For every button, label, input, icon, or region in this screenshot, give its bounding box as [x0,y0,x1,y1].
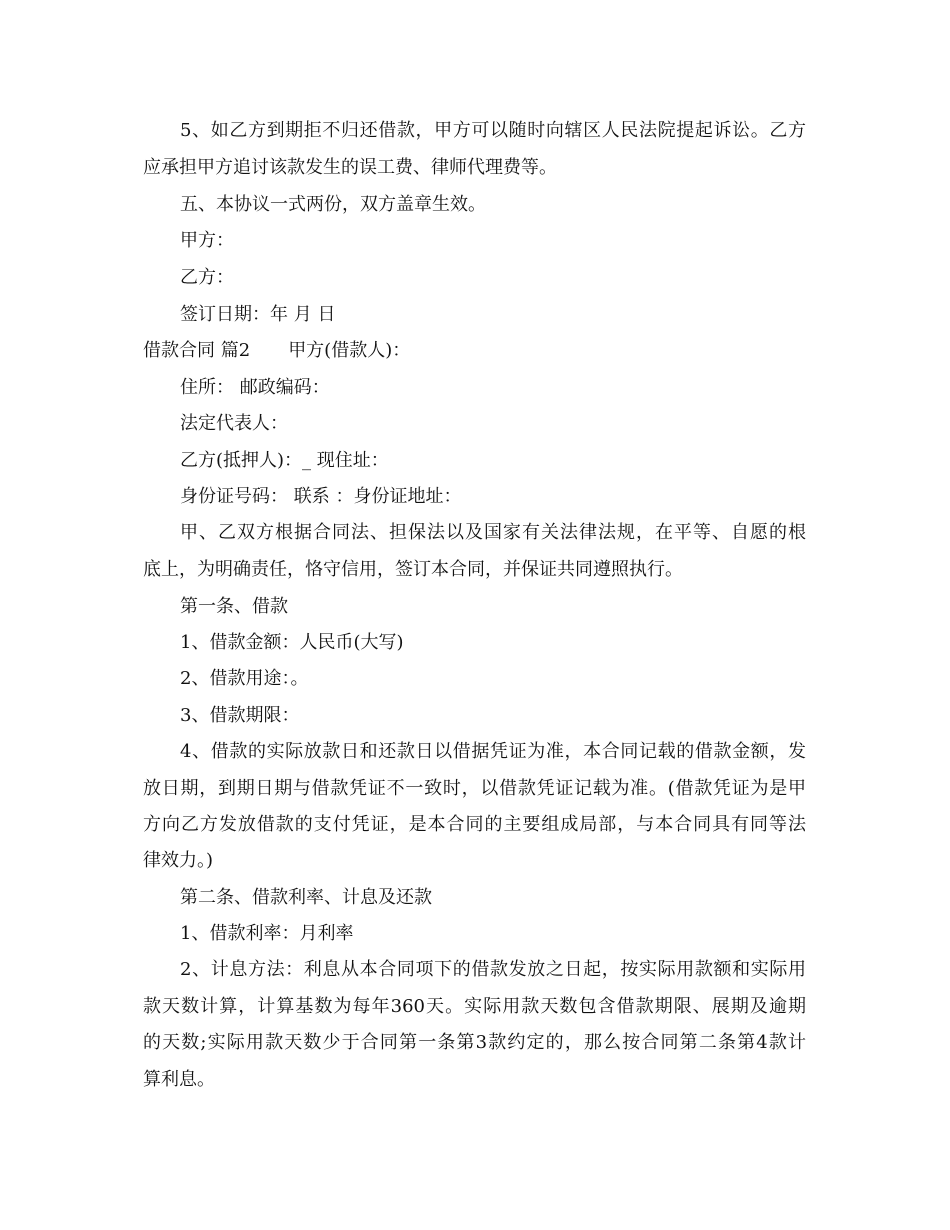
contract-heading-line [143,339,410,363]
paragraph-line: 放日期，到期日期与借款凭证不一致时，以借款凭证记载为准。(借款凭证为是甲 [143,778,806,799]
signature-party-a: 甲方： [180,230,234,251]
address-line: 住所： 邮政编码： [180,377,330,398]
clause-line: 3、借款期限： [180,705,300,726]
paragraph-line: 4、借款的实际放款日和还款日以借据凭证为准，本合同记载的借款金额，发 [180,741,806,762]
paragraph-line: 5、如乙方到期拒不归还借款，甲方可以随时向辖区人民法院提起诉讼。乙方 [180,120,806,141]
party-b-line: 乙方(抵押人)：_ 现住址： [180,450,389,471]
clause-line: 2、借款用途：。 [180,668,309,689]
paragraph-line: 底上，为明确责任，恪守信用，签订本合同，并保证共同遵照执行。 [143,559,683,580]
id-number-line: 身份证号码： 联系 ：身份证地址： [180,486,462,507]
paragraph-line: 2、计息方法：利息从本合同项下的借款发放之日起，按实际用款额和实际用 [180,959,806,980]
paragraph-line: 应承担甲方追讨该款发生的误工费、律师代理费等。 [143,157,557,178]
paragraph-line: 方向乙方发放借款的支付凭证，是本合同的主要组成局部，与本合同具有同等法 [143,814,806,835]
paragraph-line: 款天数计算，计算基数为每年360天。实际用款天数包含借款期限、展期及逾期 [143,996,806,1017]
paragraph-line: 甲、乙双方根据合同法、担保法以及国家有关法律法规，在平等、自愿的根 [180,522,806,543]
paragraph-line: 律效力。) [143,850,214,871]
legal-representative-line: 法定代表人： [180,413,288,434]
paragraph-line: 的天数;实际用款天数少于合同第一条第3款约定的，那么按合同第二条第4款计 [143,1032,806,1053]
article-heading: 第二条、借款利率、计息及还款 [180,887,432,908]
contract-title: 借款合同 篇2 [143,340,251,361]
clause-line: 1、借款金额：人民币(大写) [180,632,404,653]
paragraph-line: 五、本协议一式两份，双方盖章生效。 [180,194,486,215]
party-a-label: 甲方(借款人)： [288,340,411,361]
paragraph-line: 算利息。 [143,1069,215,1090]
signature-party-b: 乙方： [180,267,234,288]
signing-date: 签订日期：年 月 日 [180,304,336,325]
article-heading: 第一条、借款 [180,596,288,617]
clause-line: 1、借款利率：月利率 [180,923,354,944]
